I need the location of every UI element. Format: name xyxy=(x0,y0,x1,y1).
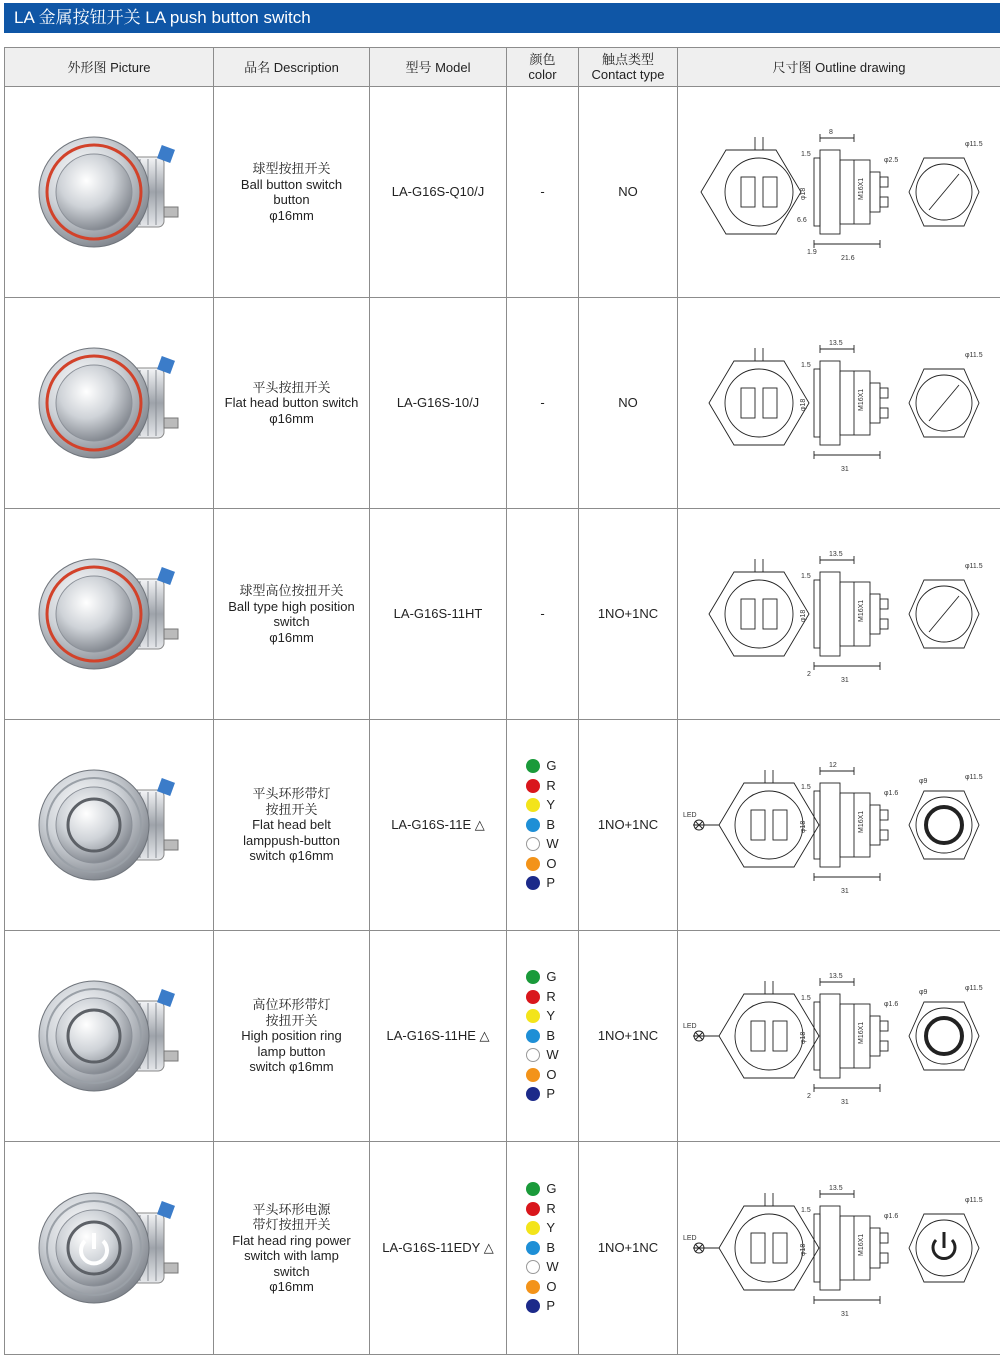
color-code: G xyxy=(546,969,556,985)
picture-cell xyxy=(5,1142,214,1355)
description-line: Flat head ring power xyxy=(232,1233,351,1248)
dim-length-label: 13.5 xyxy=(829,1185,843,1192)
description-line: 按扭开关 xyxy=(265,1013,317,1028)
led-label: LED xyxy=(683,1235,697,1242)
color-option xyxy=(526,1218,558,1238)
color-code: W xyxy=(546,1259,558,1275)
color-swatch-icon xyxy=(526,1087,540,1101)
dim-length-label: 13.5 xyxy=(829,551,843,558)
color-swatch-icon xyxy=(526,1029,540,1043)
switch-photo-icon xyxy=(24,117,194,267)
color-swatch-icon xyxy=(526,1260,540,1274)
color-cell xyxy=(507,931,579,1142)
description-line: 按扭开关 xyxy=(265,802,317,817)
model-number: LA-G16S-10/J xyxy=(397,395,479,410)
color-code: R xyxy=(546,778,555,794)
outline-drawing-icon xyxy=(679,544,999,684)
description-line: switch xyxy=(273,1264,309,1279)
outline-drawing-icon xyxy=(679,966,999,1106)
color-code: Y xyxy=(546,797,555,813)
description-cell xyxy=(214,509,370,720)
color-option xyxy=(526,1277,558,1297)
color-code: P xyxy=(546,875,555,891)
switch-photo-icon xyxy=(24,750,194,900)
description-line: lamp button xyxy=(258,1044,326,1059)
description-line: φ16mm xyxy=(269,411,314,426)
dim-flange-label: 1.5 xyxy=(801,784,811,791)
description-line: High position ring xyxy=(241,1028,341,1043)
model-cell xyxy=(370,87,507,298)
contact-type: NO xyxy=(618,184,638,199)
color-value: - xyxy=(540,184,544,199)
contact-cell xyxy=(579,298,678,509)
led-label: LED xyxy=(683,812,697,819)
color-option xyxy=(526,1006,558,1026)
color-option xyxy=(526,815,558,835)
color-value: - xyxy=(540,395,544,410)
switch-photo-icon xyxy=(24,1173,194,1323)
color-swatch-icon xyxy=(526,759,540,773)
drawing-cell xyxy=(678,298,1000,509)
color-swatch-icon xyxy=(526,1299,540,1313)
dim-ring-label: φ9 xyxy=(919,778,928,785)
drawing-cell xyxy=(678,509,1000,720)
description-line: 平头环形电源 xyxy=(252,1202,330,1217)
model-cell xyxy=(370,509,507,720)
color-code: W xyxy=(546,836,558,852)
description-line: Ball button switch xyxy=(241,177,342,192)
color-code: W xyxy=(546,1047,558,1063)
color-code: G xyxy=(546,1181,556,1197)
table-row xyxy=(5,87,1000,298)
color-cell xyxy=(507,720,579,931)
color-swatch-icon xyxy=(526,818,540,832)
dim-length-label: 12 xyxy=(829,762,837,769)
dim-total-label: 21.6 xyxy=(841,255,855,262)
color-swatch-icon xyxy=(526,1241,540,1255)
dim-diameter-label: φ18 xyxy=(800,610,807,622)
color-option xyxy=(526,1026,558,1046)
color-option xyxy=(526,1065,558,1085)
dim-face-diameter-label: φ11.5 xyxy=(965,352,983,359)
description-line: switch xyxy=(273,614,309,629)
dim-ring-label: φ9 xyxy=(919,989,928,996)
dim-face-diameter-label: φ11.5 xyxy=(965,563,983,570)
switch-photo-icon xyxy=(24,539,194,689)
outline-drawing-icon xyxy=(679,1178,999,1318)
color-code: R xyxy=(546,989,555,1005)
color-option xyxy=(526,1199,558,1219)
header-contact-en: Contact type xyxy=(592,67,665,82)
color-swatch-icon xyxy=(526,876,540,890)
picture-cell xyxy=(5,931,214,1142)
header-color-cn: 颜色 xyxy=(529,52,555,67)
color-option xyxy=(526,776,558,796)
color-code: B xyxy=(546,817,555,833)
color-options xyxy=(526,1179,558,1316)
color-option xyxy=(526,1045,558,1065)
color-option xyxy=(526,967,558,987)
color-cell xyxy=(507,87,579,298)
drawing-cell xyxy=(678,1142,1000,1355)
color-code: P xyxy=(546,1298,555,1314)
color-option xyxy=(526,1257,558,1277)
contact-cell xyxy=(579,87,678,298)
color-code: G xyxy=(546,758,556,774)
dim-total-label: 31 xyxy=(841,677,849,684)
dim-face-diameter-label: φ11.5 xyxy=(965,985,983,992)
contact-type: NO xyxy=(618,395,638,410)
switch-photo-icon xyxy=(24,328,194,478)
drawing-cell xyxy=(678,720,1000,931)
dim-flange-label: 1.5 xyxy=(801,573,811,580)
dim-length-label: 13.5 xyxy=(829,973,843,980)
dim-diameter-label: φ18 xyxy=(800,399,807,411)
color-option xyxy=(526,1179,558,1199)
header-drawing: 尺寸图 Outline drawing xyxy=(678,48,1000,87)
description-line: 高位环形带灯 xyxy=(252,997,330,1012)
dim-thread-label: M16X1 xyxy=(858,178,865,200)
dim-flange-label: 1.5 xyxy=(801,995,811,1002)
color-value: - xyxy=(540,606,544,621)
contact-type: 1NO+1NC xyxy=(598,1240,658,1255)
contact-cell xyxy=(579,1142,678,1355)
model-cell xyxy=(370,298,507,509)
dim-total-label: 31 xyxy=(841,1099,849,1106)
description-line: 平头按扭开关 xyxy=(252,380,330,395)
description-line: 球型按扭开关 xyxy=(252,161,330,176)
description-line: switch φ16mm xyxy=(249,848,333,863)
product-table xyxy=(4,47,1000,1355)
description-cell xyxy=(214,720,370,931)
contact-cell xyxy=(579,931,678,1142)
picture-cell xyxy=(5,87,214,298)
dim-thread-label: M16X1 xyxy=(858,389,865,411)
contact-type: 1NO+1NC xyxy=(598,606,658,621)
color-option xyxy=(526,756,558,776)
drawing-cell xyxy=(678,87,1000,298)
color-swatch-icon xyxy=(526,990,540,1004)
color-swatch-icon xyxy=(526,1182,540,1196)
header-row xyxy=(5,48,1000,87)
color-swatch-icon xyxy=(526,857,540,871)
table-row xyxy=(5,509,1000,720)
picture-cell xyxy=(5,298,214,509)
dim-diameter-label: φ18 xyxy=(800,821,807,833)
contact-type: 1NO+1NC xyxy=(598,817,658,832)
description-line: Ball type high position xyxy=(228,599,354,614)
dim-thread-label: M16X1 xyxy=(858,811,865,833)
description-line: button xyxy=(273,192,309,207)
contact-cell xyxy=(579,509,678,720)
description-line: 带灯按扭开关 xyxy=(252,1217,330,1232)
color-option xyxy=(526,1238,558,1258)
color-code: Y xyxy=(546,1220,555,1236)
dim-face-diameter-label: φ11.5 xyxy=(965,1197,983,1204)
color-swatch-icon xyxy=(526,1068,540,1082)
model-cell xyxy=(370,1142,507,1355)
model-number: LA-G16S-11E △ xyxy=(391,817,485,832)
color-code: B xyxy=(546,1028,555,1044)
color-swatch-icon xyxy=(526,798,540,812)
model-number: LA-G16S-Q10/J xyxy=(392,184,485,199)
color-option xyxy=(526,1296,558,1316)
color-option xyxy=(526,873,558,893)
dim-face-diameter-label: φ11.5 xyxy=(965,774,983,781)
table-row xyxy=(5,720,1000,931)
header-color xyxy=(507,48,579,87)
dim-offset-label: 1.9 xyxy=(807,249,817,256)
description-cell xyxy=(214,87,370,298)
dim-flange-label: 1.5 xyxy=(801,1207,811,1214)
description-line: 球型高位按扭开关 xyxy=(239,583,343,598)
color-option xyxy=(526,987,558,1007)
color-cell xyxy=(507,509,579,720)
color-code: O xyxy=(546,1279,556,1295)
color-swatch-icon xyxy=(526,779,540,793)
color-swatch-icon xyxy=(526,1221,540,1235)
outline-drawing-icon xyxy=(679,755,999,895)
color-swatch-icon xyxy=(526,970,540,984)
header-contact xyxy=(579,48,678,87)
color-code: O xyxy=(546,856,556,872)
dim-total-label: 31 xyxy=(841,888,849,895)
model-number: LA-G16S-11HE △ xyxy=(387,1028,490,1043)
color-option xyxy=(526,1084,558,1104)
page-title: LA 金属按钮开关 LA push button switch xyxy=(4,3,1000,33)
color-code: B xyxy=(546,1240,555,1256)
model-number: LA-G16S-11EDY △ xyxy=(382,1240,493,1255)
table-row xyxy=(5,298,1000,509)
model-cell xyxy=(370,931,507,1142)
description-line: lamppush-button xyxy=(243,833,340,848)
table-row xyxy=(5,931,1000,1142)
description-cell xyxy=(214,931,370,1142)
dim-diameter-label: φ18 xyxy=(800,188,807,200)
color-swatch-icon xyxy=(526,837,540,851)
model-cell xyxy=(370,720,507,931)
description-line: switch φ16mm xyxy=(249,1059,333,1074)
dim-face-diameter-label: φ11.5 xyxy=(965,141,983,148)
dim-pin-label: φ1.6 xyxy=(884,1001,898,1008)
color-cell xyxy=(507,298,579,509)
dim-total-label: 31 xyxy=(841,1311,849,1318)
color-swatch-icon xyxy=(526,1280,540,1294)
contact-type: 1NO+1NC xyxy=(598,1028,658,1043)
dim-length-label: 8 xyxy=(829,129,833,136)
picture-cell xyxy=(5,509,214,720)
dim-pin-label: φ2.5 xyxy=(884,157,898,164)
description-line: Flat head belt xyxy=(252,817,331,832)
dim-pin-label: φ1.6 xyxy=(884,1213,898,1220)
led-label: LED xyxy=(683,1023,697,1030)
drawing-cell xyxy=(678,931,1000,1142)
color-code: R xyxy=(546,1201,555,1217)
description-line: Flat head button switch xyxy=(225,395,359,410)
color-options xyxy=(526,967,558,1104)
color-option xyxy=(526,795,558,815)
dim-height-label: 6.6 xyxy=(797,217,807,224)
dim-flange-label: 1.5 xyxy=(801,151,811,158)
dim-diameter-label: φ18 xyxy=(800,1244,807,1256)
picture-cell xyxy=(5,720,214,931)
color-code: P xyxy=(546,1086,555,1102)
dim-thread-label: M16X1 xyxy=(858,1022,865,1044)
switch-photo-icon xyxy=(24,961,194,1111)
dim-flange-label: 1.5 xyxy=(801,362,811,369)
description-line: 平头环形带灯 xyxy=(252,786,330,801)
dim-length-label: 13.5 xyxy=(829,340,843,347)
table-row xyxy=(5,1142,1000,1355)
color-code: O xyxy=(546,1067,556,1083)
color-options xyxy=(526,756,558,893)
header-contact-cn: 触点类型 xyxy=(602,52,654,67)
description-line: φ16mm xyxy=(269,1279,314,1294)
color-swatch-icon xyxy=(526,1009,540,1023)
dim-thread-label: M16X1 xyxy=(858,1234,865,1256)
dim-pin-label: φ1.6 xyxy=(884,790,898,797)
dim-offset-label: 2 xyxy=(807,1093,811,1100)
description-line: φ16mm xyxy=(269,208,314,223)
header-color-en: color xyxy=(528,67,556,82)
header-model: 型号 Model xyxy=(370,48,507,87)
color-swatch-icon xyxy=(526,1048,540,1062)
model-number: LA-G16S-11HT xyxy=(394,606,483,621)
description-line: φ16mm xyxy=(269,630,314,645)
outline-drawing-icon xyxy=(679,122,999,262)
description-cell xyxy=(214,298,370,509)
color-option xyxy=(526,854,558,874)
outline-drawing-icon xyxy=(679,333,999,473)
dim-total-label: 31 xyxy=(841,466,849,473)
description-cell xyxy=(214,1142,370,1355)
description-line: switch with lamp xyxy=(244,1248,339,1263)
contact-cell xyxy=(579,720,678,931)
header-description: 品名 Description xyxy=(214,48,370,87)
color-code: Y xyxy=(546,1008,555,1024)
color-swatch-icon xyxy=(526,1202,540,1216)
dim-offset-label: 2 xyxy=(807,671,811,678)
color-cell xyxy=(507,1142,579,1355)
color-option xyxy=(526,834,558,854)
dim-diameter-label: φ18 xyxy=(800,1032,807,1044)
header-picture: 外形图 Picture xyxy=(5,48,214,87)
dim-thread-label: M16X1 xyxy=(858,600,865,622)
